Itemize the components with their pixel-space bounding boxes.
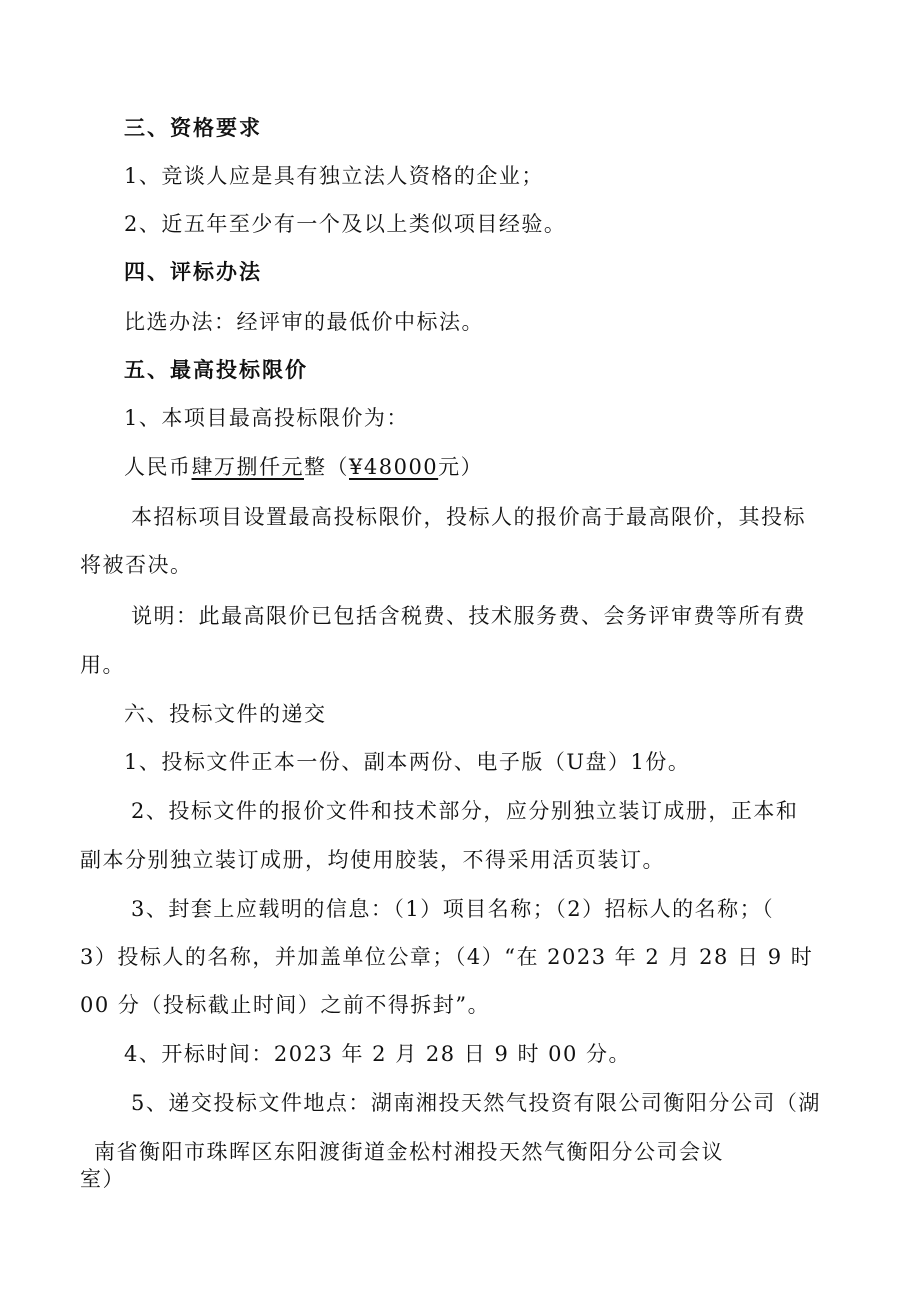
section-3-item-2: 2、近五年至少有一个及以上类似项目经验。 [124,212,567,236]
section-6-item-5-line-1: 5、递交投标文件地点：湖南湘投天然气投资有限公司衡阳分公司（湖 [131,1091,821,1115]
price-in-words: 肆万捌仟元 [191,455,304,479]
section-6-item-3-line-3: 00 分（投标截止时间）之前不得拆封”。 [80,993,491,1017]
price-note-1-line-1: 本招标项目设置最高投标限价，投标人的报价高于最高限价，其投标 [131,505,806,529]
section-6-item-3-line-2: 3）投标人的名称，并加盖单位公章；（4）“在 2023 年 2 月 28 日 9 时 [80,945,814,969]
price-mid: 整（ [304,455,349,479]
price-prefix: 人民币 [124,455,192,479]
section-3-heading: 三、资格要求 [124,116,262,140]
section-6-item-3-line-1: 3、封套上应载明的信息：（1）项目名称；（2）招标人的名称；（ [131,897,775,921]
section-6-item-4: 4、开标时间：2023 年 2 月 28 日 9 时 00 分。 [124,1042,632,1066]
section-6-item-2-line-2: 副本分别独立装订成册，均使用胶装，不得采用活页装订。 [80,848,665,872]
price-note-2-line-1: 说明：此最高限价已包括含税费、技术服务费、会务评审费等所有费 [131,604,806,628]
price-note-2-line-2: 用。 [80,653,125,677]
price-suffix: 元） [438,455,484,479]
section-6-item-5-line-3: 室） [80,1167,125,1191]
price-line [124,453,483,481]
price-number: ¥48000 [349,455,439,479]
section-3-item-1: 1、竞谈人应是具有独立法人资格的企业； [124,164,544,188]
section-6-item-5-line-2: 南省衡阳市珠晖区东阳渡街道金松村湘投天然气衡阳分公司会议 [94,1140,724,1164]
section-6-item-1: 1、投标文件正本一份、副本两份、电子版（U盘）1份。 [124,750,691,774]
section-5-heading: 五、最高投标限价 [124,358,308,382]
section-6-heading: 六、投标文件的递交 [124,702,327,726]
section-5-item-1: 1、本项目最高投标限价为： [124,406,409,430]
section-6-item-2-line-1: 2、投标文件的报价文件和技术部分，应分别独立装订成册，正本和 [131,799,799,823]
section-4-method: 比选办法：经评审的最低价中标法。 [124,310,484,334]
price-note-1-line-2: 将被否决。 [80,553,193,577]
section-4-heading: 四、评标办法 [124,260,262,284]
